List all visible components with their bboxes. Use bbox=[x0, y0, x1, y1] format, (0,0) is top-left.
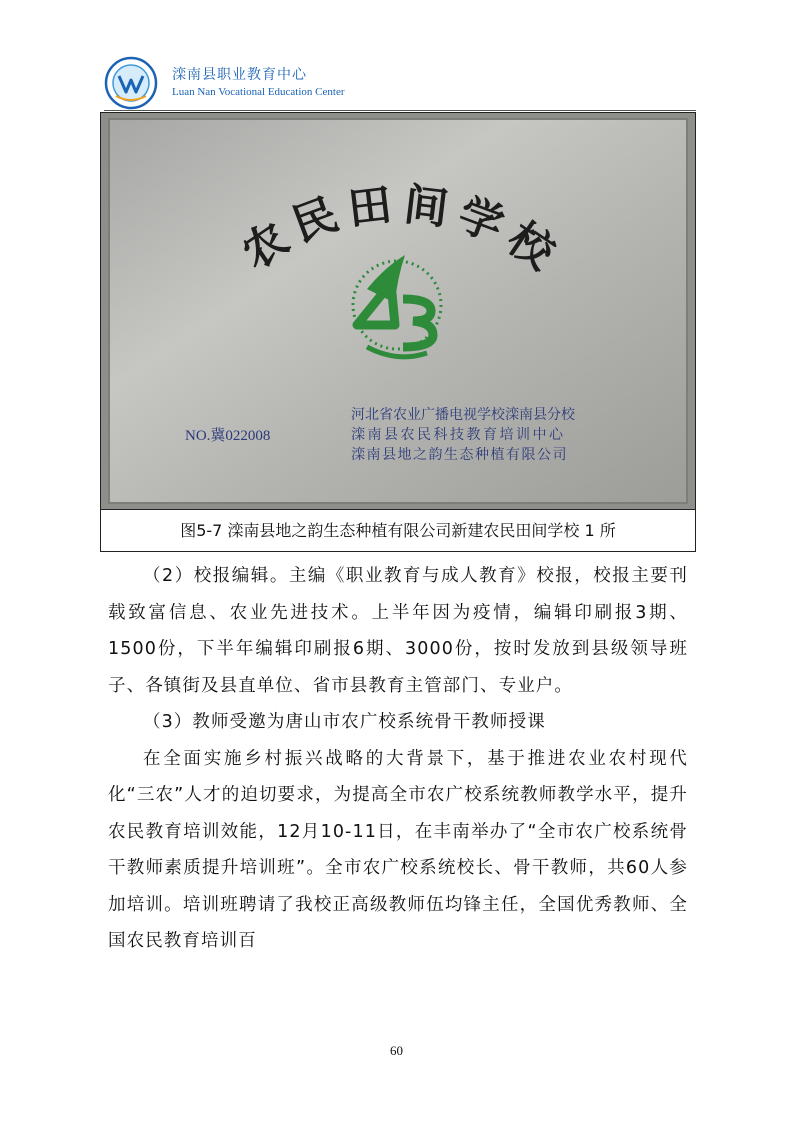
paragraph-training-program: 在全面实施乡村振兴战略的大背景下，基于推进农业农村现代化“三农”人才的迫切要求，为提高全市农广校系统教师教学水平，提升农民教育培训效能，12月10-11日，在丰南举办了“全市农广校系统骨干教师素质提升培训班”。全市农广校系统校长、骨干教师，共60人参加培训。培训班聘请了我校正高级教师伍均锋主任，全国优秀教师、全国农民教育培训百 bbox=[108, 748, 688, 951]
plaque-title-char: 间 bbox=[401, 179, 451, 236]
plaque-title-char: 农 bbox=[232, 212, 298, 280]
body-text bbox=[108, 558, 688, 960]
plaque-photo bbox=[101, 113, 695, 509]
header-divider bbox=[104, 110, 696, 111]
plaque-title-char: 学 bbox=[451, 188, 511, 252]
paragraph-school-newspaper: （2）校报编辑。主编《职业教育与成人教育》校报，校报主要刊载致富信息、农业先进技术。上半年因为疫情，编辑印刷报3期、1500份，下半年编辑印刷报6期、3000份，按时发放到县级领导班子、各镇街及县直单位、省市县教育主管部门、专业户。 bbox=[108, 566, 688, 696]
paragraph-section-heading: （3）教师受邀为唐山市农广校系统骨干教师授课 bbox=[143, 712, 546, 732]
figure-box bbox=[100, 112, 696, 552]
plaque-issuer-2: 滦南县农民科技教育培训中心 bbox=[351, 427, 566, 443]
figure-caption: 图5-7 滦南县地之韵生态种植有限公司新建农民田间学校 1 所 bbox=[101, 509, 695, 552]
org-name-en: Luan Nan Vocational Education Center bbox=[172, 86, 345, 98]
school-logo-icon bbox=[104, 56, 158, 110]
page-number: 60 bbox=[390, 1043, 403, 1058]
plaque-title-char: 田 bbox=[345, 179, 395, 236]
plaque-issuer-1: 河北省农业广播电视学校滦南县分校 bbox=[351, 407, 575, 423]
plaque-svg bbox=[101, 113, 695, 509]
plaque-number: NO.冀022008 bbox=[185, 428, 271, 444]
plaque-title-char: 民 bbox=[285, 188, 345, 252]
plaque-title-char: 校 bbox=[498, 212, 564, 280]
org-name-cn: 滦南县职业教育中心 bbox=[172, 67, 307, 83]
document-header bbox=[104, 56, 688, 110]
plaque-issuer-3: 滦南县地之韵生态种植有限公司 bbox=[351, 447, 568, 463]
